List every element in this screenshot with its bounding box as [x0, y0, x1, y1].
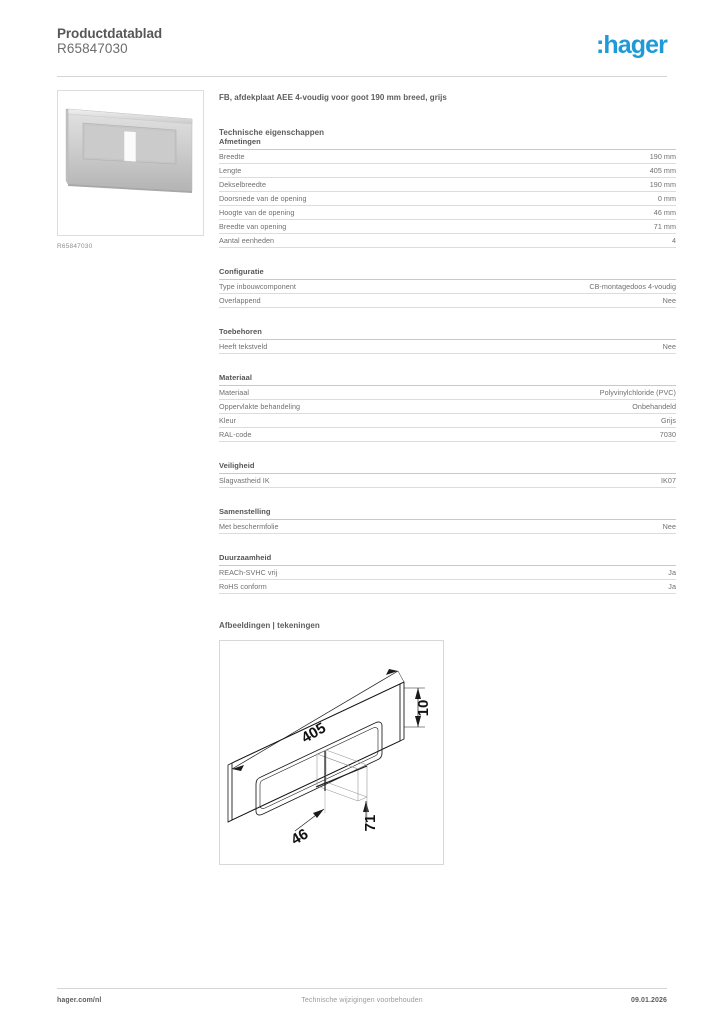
drawing-dim-405: 405 [298, 719, 329, 747]
product-image-caption: R65847030 [57, 243, 93, 250]
spec-label: Type inbouwcomponent [219, 282, 296, 291]
spec-group-title: Toebehoren [219, 327, 676, 340]
spec-label: Kleur [219, 416, 237, 425]
table-row [219, 280, 676, 294]
spec-label: Dekselbreedte [219, 180, 266, 189]
technical-drawing-svg [220, 641, 443, 864]
spec-value: Polyvinylchloride (PVC) [599, 388, 676, 397]
table-row [219, 192, 676, 206]
table-row [219, 566, 676, 580]
spec-group [219, 267, 676, 308]
page-header [57, 26, 667, 72]
header-divider [57, 76, 667, 77]
spec-group-title: Veiligheid [219, 461, 676, 474]
table-row [219, 234, 676, 248]
table-row [219, 386, 676, 400]
table-row [219, 474, 676, 488]
page-title: Productdatablad [57, 26, 163, 41]
table-row [219, 580, 676, 594]
drawing-dim-46: 46 [288, 825, 312, 849]
spec-group-title: Duurzaamheid [219, 553, 676, 566]
spec-value: Nee [662, 522, 676, 531]
spec-group [219, 553, 676, 594]
spec-label: Heeft tekstveld [219, 342, 268, 351]
spec-group [219, 137, 676, 248]
spec-value: 190 mm [649, 180, 676, 189]
spec-value: 405 mm [649, 166, 676, 175]
table-row [219, 340, 676, 354]
table-row [219, 414, 676, 428]
spec-group-title: Afmetingen [219, 137, 676, 150]
specification-tables [219, 137, 676, 594]
spec-group-title: Configuratie [219, 267, 676, 280]
spec-group [219, 461, 676, 488]
spec-value: 46 mm [653, 208, 676, 217]
spec-label: Materiaal [219, 388, 250, 397]
drawings-heading: Afbeeldingen | tekeningen [219, 621, 320, 630]
spec-label: Breedte [219, 152, 245, 161]
spec-group [219, 373, 676, 442]
spec-value: Nee [662, 296, 676, 305]
hager-logo: :hager [595, 31, 667, 59]
spec-value: 7030 [659, 430, 676, 439]
spec-label: Met beschermfolie [219, 522, 279, 531]
table-row [219, 206, 676, 220]
spec-value: Ja [668, 568, 676, 577]
main-content [219, 92, 676, 865]
technical-drawing [219, 640, 444, 865]
product-image [57, 90, 204, 236]
spec-value: 71 mm [653, 222, 676, 231]
spec-value: Nee [662, 342, 676, 351]
spec-value: IK07 [661, 476, 676, 485]
spec-label: RoHS conform [219, 582, 267, 591]
spec-label: Doorsnede van de opening [219, 194, 307, 203]
spec-value: Ja [668, 582, 676, 591]
table-row [219, 164, 676, 178]
table-row [219, 150, 676, 164]
spec-value: CB-montagedoos 4-voudig [589, 282, 676, 291]
spec-label: Slagvastheid IK [219, 476, 270, 485]
footer-date: 09.01.2026 [630, 997, 667, 1004]
spec-value: Grijs [660, 416, 676, 425]
spec-label: RAL-code [219, 430, 252, 439]
footer-website[interactable]: hager.com/nl [57, 997, 102, 1004]
footer-divider [57, 988, 667, 989]
spec-value: 190 mm [649, 152, 676, 161]
product-reference: R65847030 [57, 41, 128, 56]
spec-value: Onbehandeld [632, 402, 676, 411]
product-description: FB, afdekplaat AEE 4-voudig voor goot 190 mm breed, grijs [219, 93, 447, 102]
table-row [219, 220, 676, 234]
spec-label: Overlappend [219, 296, 261, 305]
spec-label: Hoogte van de opening [219, 208, 295, 217]
footer-disclaimer: Technische wijzigingen voorbehouden [301, 997, 423, 1004]
spec-group-title: Samenstelling [219, 507, 676, 520]
spec-group [219, 327, 676, 354]
drawing-dim-71: 71 [362, 814, 379, 832]
spec-group [219, 507, 676, 534]
table-row [219, 294, 676, 308]
spec-label: Oppervlakte behandeling [219, 402, 301, 411]
spec-label: Lengte [219, 166, 242, 175]
page-footer [57, 997, 667, 1009]
spec-group-title: Materiaal [219, 373, 676, 386]
technical-properties-heading: Technische eigenschappen [219, 128, 325, 137]
table-row [219, 178, 676, 192]
table-row [219, 520, 676, 534]
spec-label: REACh-SVHC vrij [219, 568, 278, 577]
table-row [219, 428, 676, 442]
spec-value: 0 mm [657, 194, 676, 203]
product-illustration-svg [58, 91, 203, 235]
spec-label: Breedte van opening [219, 222, 287, 231]
drawing-dim-10: 10 [415, 699, 432, 717]
spec-value: 4 [671, 236, 676, 245]
spec-label: Aantal eenheden [219, 236, 275, 245]
table-row [219, 400, 676, 414]
